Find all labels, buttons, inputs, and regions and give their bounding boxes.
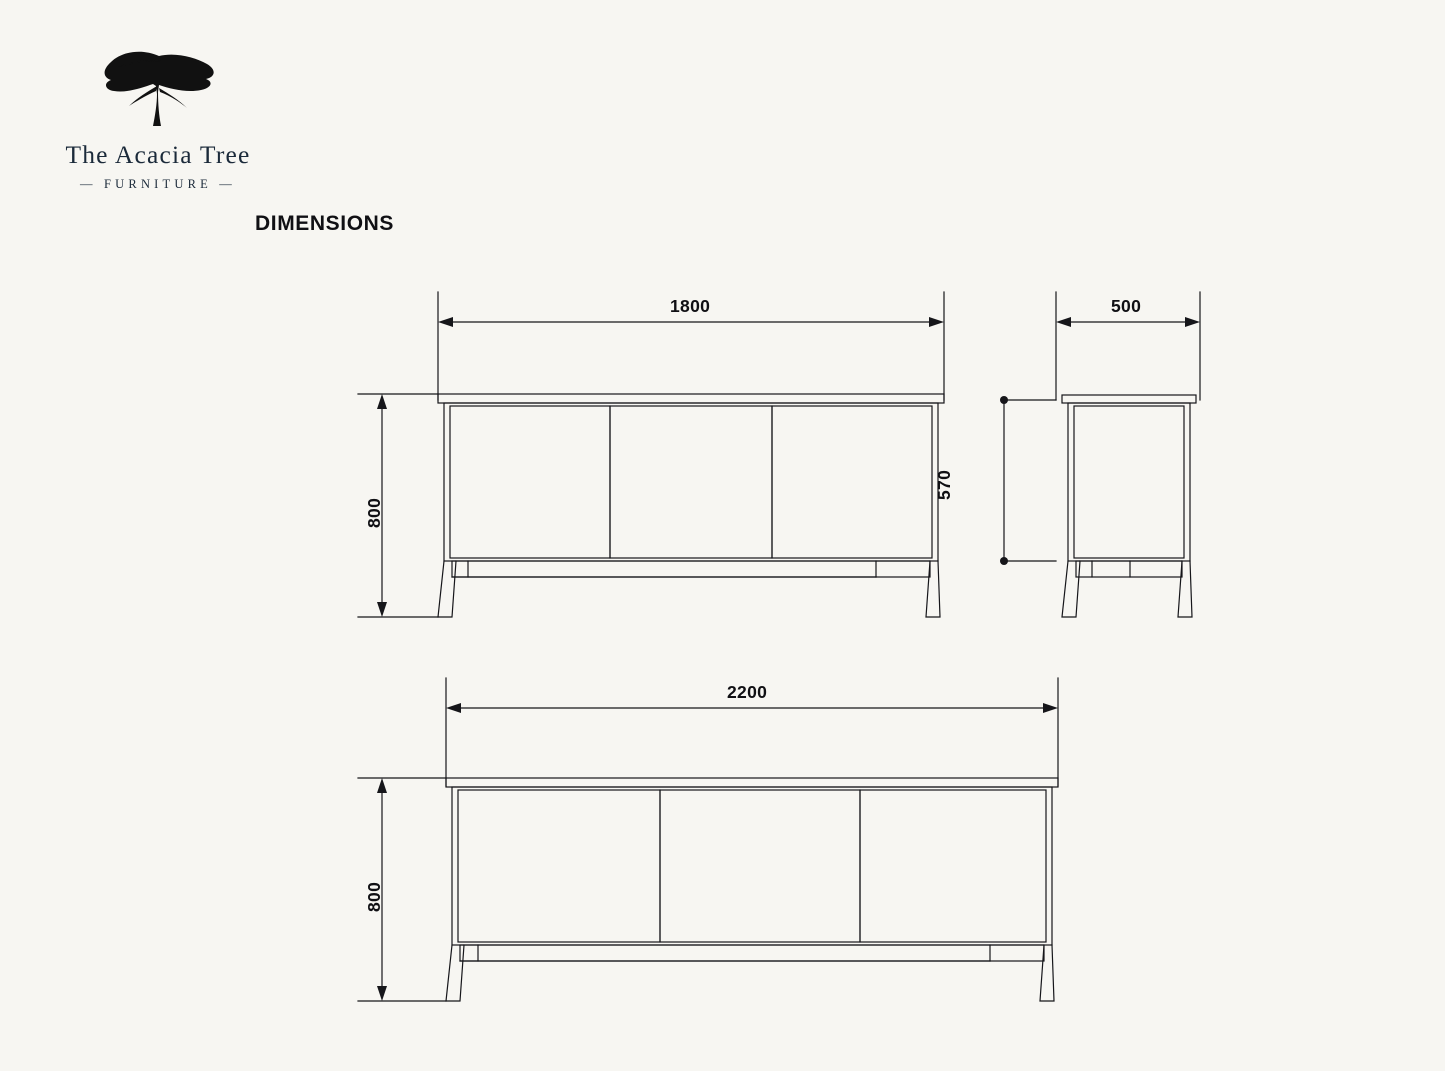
- view-front-2200: [358, 678, 1058, 1001]
- dimension-label-bottom-height: 800: [364, 881, 384, 912]
- dimension-label-bottom-width: 2200: [727, 682, 768, 702]
- dimension-label-side-depth: 500: [1111, 296, 1142, 316]
- page-title: DIMENSIONS: [255, 212, 395, 235]
- dimension-label-top-height: 800: [364, 497, 384, 528]
- dimension-label-top-width: 1800: [670, 296, 711, 316]
- dimension-label-side-height: 570: [934, 469, 954, 500]
- view-front-1800: [358, 292, 944, 617]
- view-side-elevation: [1000, 292, 1200, 617]
- brand-name: The Acacia Tree: [65, 140, 251, 169]
- brand-subtitle: — FURNITURE —: [80, 177, 236, 191]
